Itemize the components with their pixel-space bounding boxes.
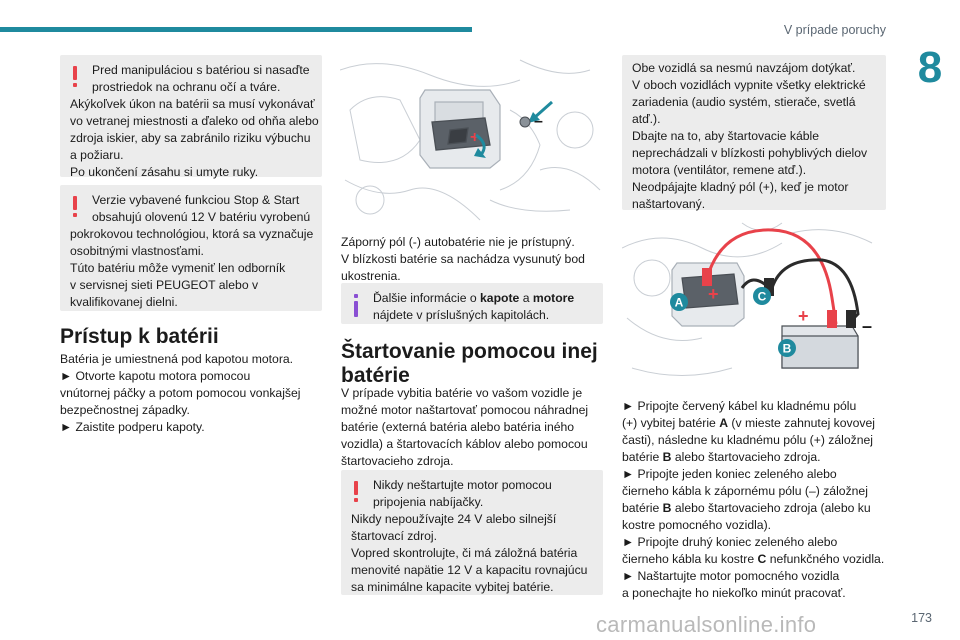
info-box-hood-engine: Ďalšie informácie o kapote a motore nájdete v príslušných kapitolách. bbox=[341, 283, 603, 324]
step-line: ► Naštartujte motor pomocného vozidla bbox=[622, 569, 840, 583]
header-rule bbox=[0, 27, 472, 32]
jump-start-steps bbox=[622, 398, 884, 602]
battery-access-text: Batéria je umiestnená pod kapotou motora. ► Otvorte kapotu motora pomocou vnútornej páčky a potom pomocou vonkajšej bezpečnostnej západky. ► Zaistite podperu kapoty. bbox=[60, 352, 301, 434]
warning-box-stop-start: Verzie vybavené funkciou Stop & Start obsahujú olovenú 12 V batériu vyrobenú pokrokovou technológiou, ktorá sa vyznačuje osobitnými vlastnosťami. Túto batériu môže vymeniť len odborník v servisnej sieti PEUGEOT alebo v kvalifikovanej dielni. bbox=[60, 185, 322, 311]
step-line: ► Pripojte jeden koniec zeleného alebo bbox=[622, 467, 837, 481]
warning-icon bbox=[71, 196, 79, 218]
step-line: a ponechajte ho niekoľko minút pracovať. bbox=[622, 586, 846, 600]
step-line: časti), následne ku kladnému pólu (+) záložnej bbox=[622, 433, 873, 447]
heading-jump-start: Štartovanie pomocou inej batérie bbox=[341, 340, 598, 387]
heading-battery-access: Prístup k batérii bbox=[60, 325, 219, 348]
step-line: ► Pripojte červený kábel ku kladnému pólu bbox=[622, 399, 857, 413]
battery-caption: Záporný pól (-) autobatérie nie je prístupný. V blízkosti batérie sa nachádza vysunutý bod ukostrenia. bbox=[341, 235, 585, 283]
warning-icon bbox=[352, 481, 360, 503]
label-b: B bbox=[782, 341, 792, 356]
step-line: batérie B alebo štartovacieho zdroja (alebo ku bbox=[622, 501, 871, 515]
page-number: 173 bbox=[911, 611, 932, 625]
label-c: C bbox=[757, 289, 767, 304]
warning-box-charger: Nikdy neštartujte motor pomocou pripojenia nabíjačky. Nikdy nepoužívajte 24 V alebo silnejší štartovací zdroj. Vopred skontrolujte, či má záložná batéria menovité napätie 12 V a kapacitu rovnajúcu sa minimálne kapacite vybitej batérie. bbox=[341, 470, 603, 595]
step-line: kostre pomocného vozidla). bbox=[622, 518, 772, 532]
info-icon bbox=[352, 294, 360, 318]
warning-icon bbox=[71, 66, 79, 88]
plus-sign: + bbox=[798, 306, 809, 326]
minus-sign: – bbox=[534, 113, 543, 130]
step-line: ► Pripojte druhý koniec zeleného alebo bbox=[622, 535, 838, 549]
minus-sign: – bbox=[862, 316, 873, 336]
plus-sign: + bbox=[708, 284, 719, 304]
label-a: A bbox=[674, 295, 684, 310]
chapter-number-tab: 8 bbox=[900, 40, 960, 95]
step-line: batérie B alebo štartovacieho zdroja. bbox=[622, 450, 821, 464]
step-line: čierneho kábla ku kostre C nefunkčného vozidla. bbox=[622, 552, 885, 566]
jump-start-text: V prípade vybitia batérie vo vašom vozidle je možné motor naštartovať pomocou náhradnej batérie (externá batéria alebo batéria iného vozidla) a štartovacích káblov alebo pomocou štartovacieho zdroja. bbox=[341, 386, 589, 468]
chapter-title: V prípade poruchy bbox=[783, 23, 886, 37]
engine-battery-illustration bbox=[340, 50, 604, 230]
plus-sign: + bbox=[470, 129, 480, 146]
jump-start-illustration bbox=[622, 218, 886, 388]
caution-box-vehicles: Obe vozidlá sa nesmú navzájom dotýkať. V oboch vozidlách vypnite všetky elektrické zariadenia (audio systém, stierače, svetlá atď.). Dbajte na to, aby štartovacie káble neprechádzali v blízkosti pohyblivých dielov motora (ventilátor, remene atď.). Neodpájajte kladný pól (+), keď je motor naštartovaný. bbox=[622, 55, 886, 210]
step-line: čierneho kábla k zápornému pólu (–) záložnej bbox=[622, 484, 868, 498]
watermark: carmanualsonline.info bbox=[596, 612, 817, 637]
step-line: (+) vybitej batérie A (v mieste zahnutej kovovej bbox=[622, 416, 876, 430]
warning-box-safety: Pred manipuláciou s batériou si nasaďte prostriedok na ochranu očí a tváre. Akýkoľvek úkon na batérii sa musí vykonávať vo vetranej miestnosti a ďaleko od ohňa alebo zdroja iskier, aby sa zabránilo riziku výbuchu a požiaru. Po ukončení zásahu si umyte ruky. bbox=[60, 55, 322, 177]
